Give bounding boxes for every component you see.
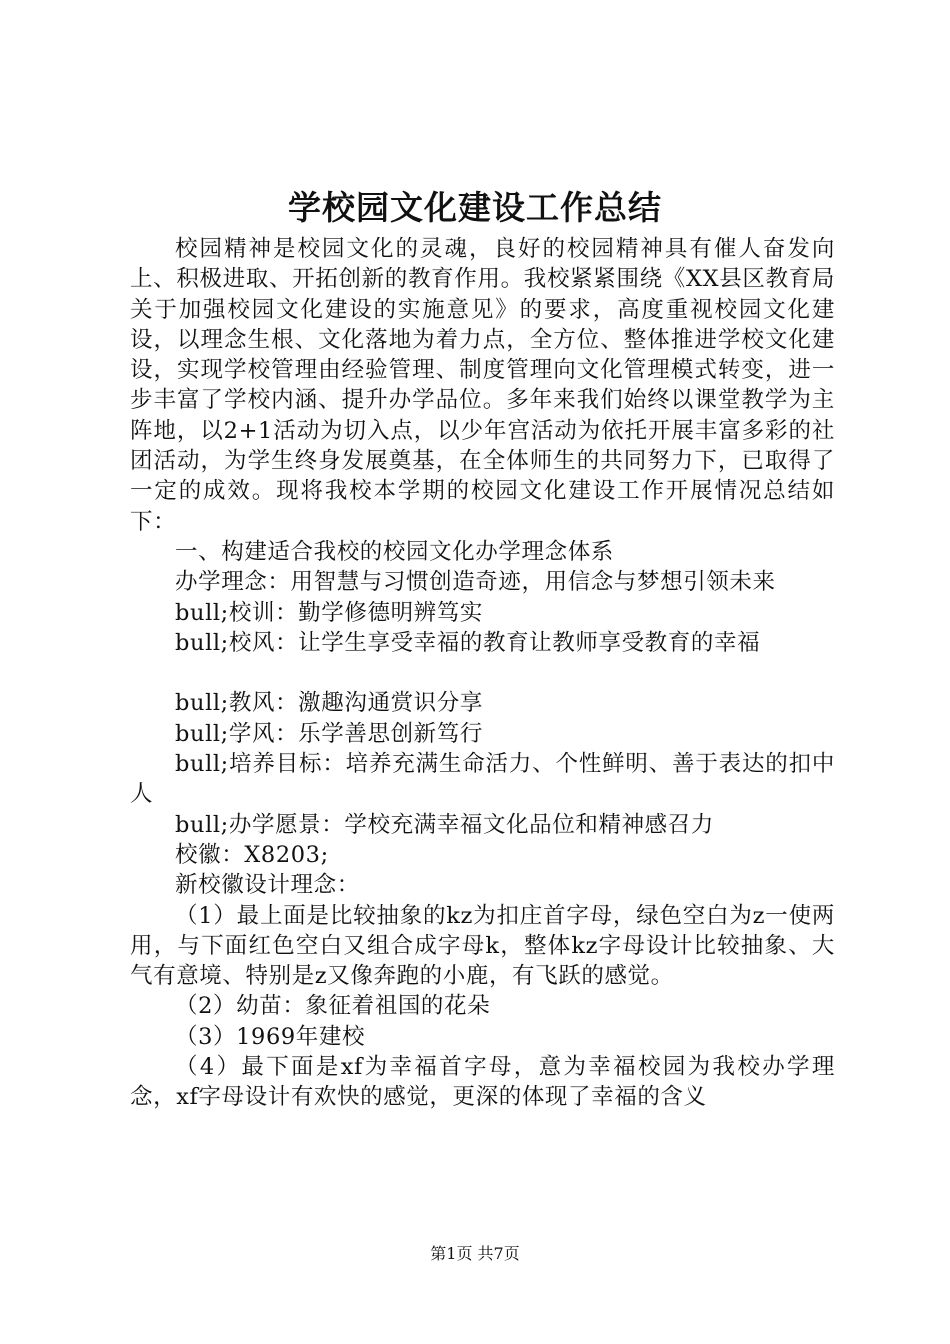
badge-point-2: （2）幼苗：象征着祖国的花朵 xyxy=(175,993,491,1020)
school-spirit-item: bull;校风：让学生享受幸福的教育让教师享受教育的幸福 xyxy=(175,629,761,656)
document-body xyxy=(130,234,835,1113)
badge-design-heading: 新校徽设计理念： xyxy=(175,872,360,899)
page-footer: 第1页 共7页 xyxy=(430,1244,520,1263)
motto-item: bull;校训：勤学修德明辨笃实 xyxy=(175,599,483,626)
philosophy-paragraph: 办学理念：用智慧与习惯创造奇迹，用信念与梦想引领未来 xyxy=(175,569,776,596)
training-goal-item: bull;培养目标：培养充满生命活力、个性鲜明、善于表达的扣中人 xyxy=(130,751,835,808)
blank-line xyxy=(130,658,835,688)
school-badge-line: 校徽：X8203; xyxy=(175,841,329,868)
teaching-style-item: bull;教风：激趣沟通赏识分享 xyxy=(175,690,483,717)
badge-point-4: （4）最下面是xf为幸福首字母，意为幸福校园为我校办学理念，xf字母设计有欢快的感觉，更深的体现了幸福的含义 xyxy=(130,1054,835,1111)
learning-style-item: bull;学风：乐学善思创新笃行 xyxy=(175,720,483,747)
intro-paragraph: 校园精神是校园文化的灵魂，良好的校园精神具有催人奋发向上、积极进取、开拓创新的教育作用。我校紧紧围绕《XX县区教育局关于加强校园文化建设的实施意见》的要求，高度重视校园文化建设，以理念生根、文化落地为着力点，全方位、整体推进学校文化建设，实现学校管理由经验管理、制度管理向文化管理模式转变，进一步丰富了学校内涵、提升办学品位。多年来我们始终以课堂教学为主阵地，以2+1活动为切入点，以少年宫活动为依托开展丰富多彩的社团活动，为学生终身发展奠基，在全体师生的共同努力下，已取得了一定的成效。现将我校本学期的校园文化建设工作开展情况总结如下： xyxy=(130,236,835,535)
document-title: 学校园文化建设工作总结 xyxy=(288,188,662,227)
vision-item: bull;办学愿景：学校充满幸福文化品位和精神感召力 xyxy=(175,811,714,838)
badge-point-1: （1）最上面是比较抽象的kz为扣庄首字母，绿色空白为z一使两用，与下面红色空白又组合成字母k，整体kz字母设计比较抽象、大气有意境、特别是z又像奔跑的小鹿，有飞跃的感觉。 xyxy=(130,902,835,990)
section-heading: 一、构建适合我校的校园文化办学理念体系 xyxy=(175,538,614,565)
badge-point-3: （3）1969年建校 xyxy=(175,1023,366,1050)
